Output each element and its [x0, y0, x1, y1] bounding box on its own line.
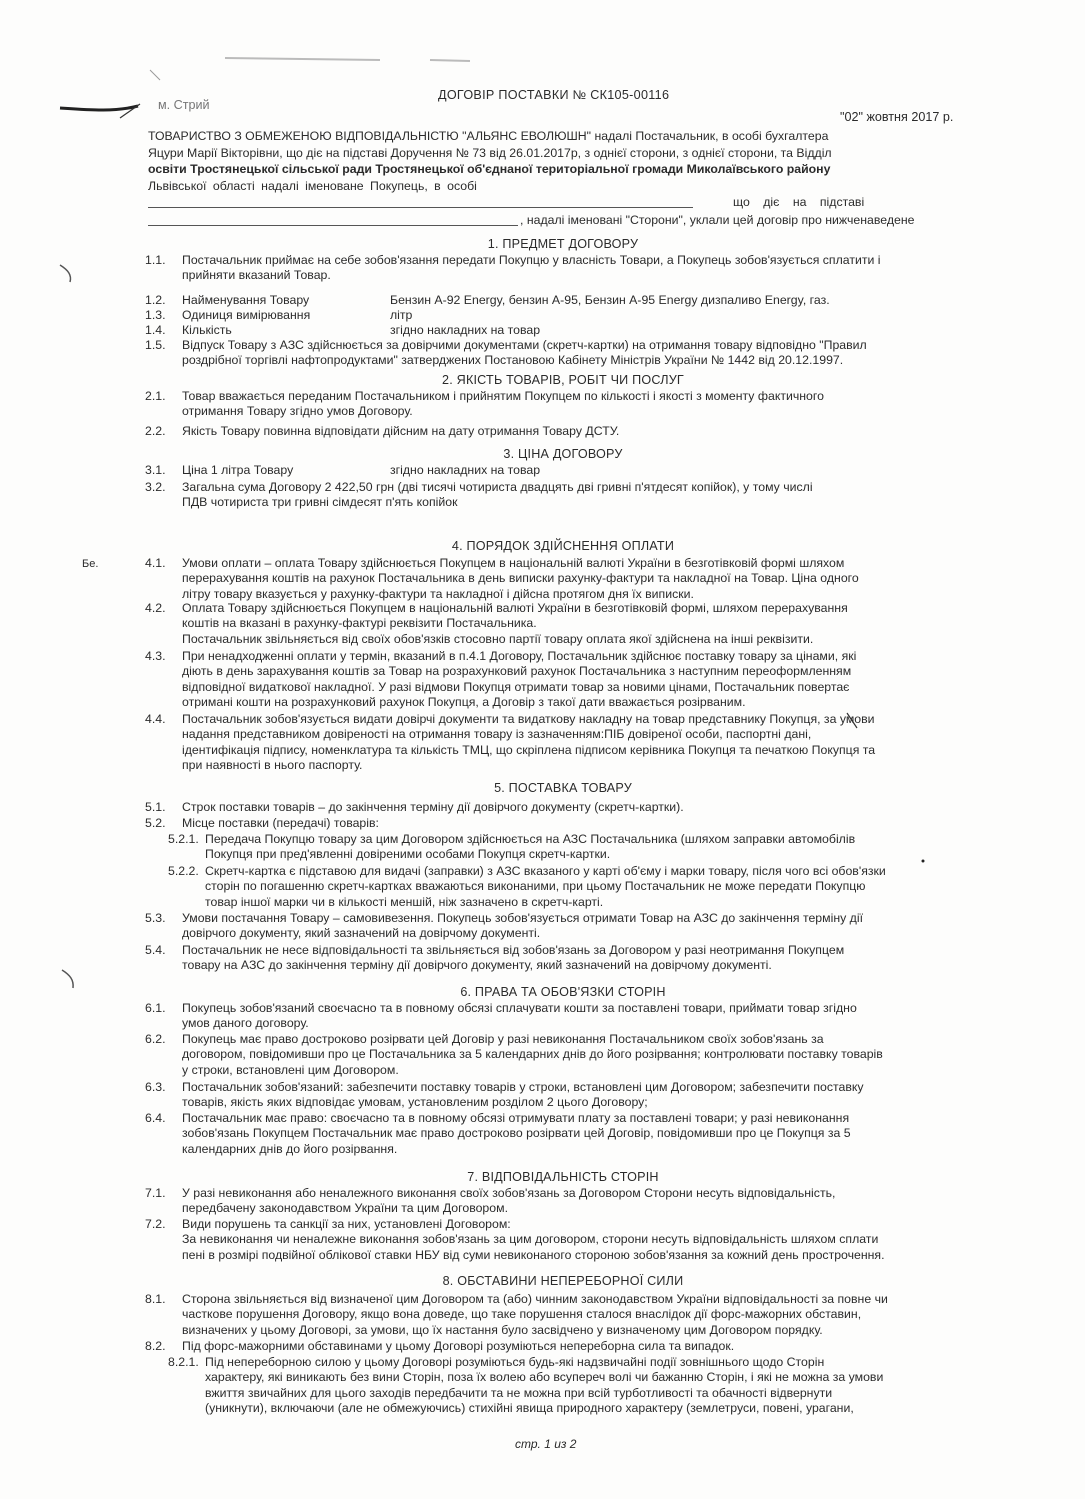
clause-text-line: Передача Покупцю товару за цим Договором здійснюється на АЗС Постачальника (шляхом заправки автомобілів	[205, 832, 856, 846]
clause-text-line: умов даного договору.	[182, 1016, 309, 1031]
clause-number: 5.2.1.	[168, 832, 199, 846]
clause-text-line: Оплата Товару здійснюється Покупцем в національній валюті України в безготівковій формі, шляхом перерахування	[182, 601, 848, 615]
clause-text-line: (уникнути), включаючи (але не обмежуючись) стихійні явища природного характеру (землетруси, повені, урагани,	[205, 1400, 854, 1415]
clause-text-line: Під непереборною силою у цьому Договорі розуміються будь-які надзвичайні події зовнішнього щодо Сторін	[205, 1355, 825, 1369]
clause-number: 6.1.	[145, 1001, 166, 1015]
clause-text-line: літру товару вказується у рахунку-фактури та накладної і дійсна протягом дня їх виписки.	[182, 586, 694, 601]
document-title: ДОГОВІР ПОСТАВКИ № СК105-00116	[438, 88, 670, 102]
clause-number: 1.4.	[145, 323, 166, 337]
city: м. Стрий	[158, 98, 210, 112]
clause-text-line: За невиконання чи неналежне виконання зобов'язань за цим договором, сторони несуть відповідальність шляхом сплати	[182, 1232, 879, 1247]
document-date: "02" жовтня 2017 р.	[840, 110, 954, 124]
parties-line-4: Львівської області надалі іменоване Покупець, в особі	[148, 179, 477, 193]
clause-label: Найменування Товару	[182, 293, 310, 307]
clause-text-line: ПДВ чотириста три гривні сімдесят п'ять копійок	[182, 495, 458, 510]
clause-text-line: ідентифікація підпису, номенклатура та кількість ТМЦ, що скріплена підписом керівника Покупця та печаткою Покупця та	[182, 742, 876, 757]
clause-text-line: Види порушень та санкції за них, установлені Договором:	[182, 1217, 511, 1231]
clause-value: літр	[390, 308, 413, 322]
clause-text-line: перерахування коштів на рахунок Постачальника в день виписки рахунку-фактури та накладної на Товар. Ціна одного	[182, 571, 859, 586]
clause-text-line: товарів, якість яких відповідає умовам, установленим розділом 2 цього Договору;	[182, 1095, 648, 1110]
clause-text-line: товар іншої марки чи в кількості меншій, ніж зазначено в скретч-карті.	[205, 894, 604, 909]
clause-text-line: Покупець зобов'язаний своєчасно та в повному обсязі сплачувати кошти за поставлені товари, приймати товар згідно	[182, 1001, 857, 1015]
clause-text-line: Постачальник приймає на себе зобов'язання передати Покупцю у власність Товари, а Покупець зобов'язується сплатити і	[182, 253, 881, 267]
clause-text-line: Місце поставки (передачі) товарів:	[182, 816, 379, 830]
pen-tick-mark	[120, 104, 140, 118]
clause-number: 5.2.	[145, 816, 166, 830]
clause-text-line: визначених у цьому Договорі, за умови, що їх настання було засвідчено у визначеному цим Договором порядку.	[182, 1322, 823, 1337]
clause-text-line: договором, повідомивши про це Постачальника за 5 календарних днів до його розірвання; контролювати поставку товарів	[182, 1047, 883, 1062]
clause-text-line: Постачальник має право: своєчасно та в повному обсязі отримувати плату за поставлені товари; у разі невиконання	[182, 1111, 850, 1125]
blank-line	[148, 207, 693, 208]
clause-text-line: зобов'язань Покупцем Постачальник має право достроково розірвати цей Договір, повідомивши про це Покупця за 5	[182, 1126, 851, 1141]
clause-text-line: отримання Товару згідно умов Договору.	[182, 404, 413, 419]
parties-line-1: ТОВАРИСТВО З ОБМЕЖЕНОЮ ВІДПОВІДАЛЬНІСТЮ "АЛЬЯНС ЕВОЛЮШН" надалі Постачальник, в особі бухгалтера	[148, 129, 829, 143]
clause-number: 3.1.	[145, 463, 166, 477]
section-title: 8. ОБСТАВИНИ НЕПЕРЕБОРНОЇ СИЛИ	[442, 1274, 684, 1288]
clause-text-line: сторін по погашенню скретч-картках вважаються виконаними, при цьому Постачальник не може передати Покупцю	[205, 879, 866, 894]
clause-text-line: При ненадходженні оплати у термін, вказаний в п.4.1 Договору, Постачальник здійснює поставку товару за цінами, які	[182, 649, 857, 663]
clause-text-line: Покупець має право достроково розірвати цей Договір у разі невиконання Постачальником своїх зобов'язань за	[182, 1032, 824, 1046]
clause-number: 4.4.	[145, 712, 166, 726]
clause-number: 1.2.	[145, 293, 166, 307]
clause-number: 4.2.	[145, 601, 166, 615]
section-title: 6. ПРАВА ТА ОБОВ'ЯЗКИ СТОРІН	[460, 985, 666, 999]
clause-number: 5.2.2.	[168, 864, 199, 878]
clause-text-line: Покупця при пред'явленні довіреними особами Покупця скретч-картки.	[205, 847, 611, 862]
clause-number: 3.2.	[145, 480, 166, 494]
clause-text-line: Під форс-мажорними обставинами у цьому Договорі розуміються непереборна сила та випадок.	[182, 1339, 735, 1353]
clause-text-line: Сторона звільняється від визначеної цим Договором та (або) чинним законодавством України відповідальності за повне чи	[182, 1292, 888, 1306]
clause-number: 5.3.	[145, 911, 166, 925]
clause-value: згідно накладних на товар	[390, 463, 541, 477]
clause-number: 8.2.	[145, 1339, 166, 1353]
clause-text-line: передбачену законодавством України та цим Договором.	[182, 1201, 508, 1216]
clause-text-line: Постачальник звільняється від своїх обов'язків стосовно партії товару оплата якої здійснена на інші реквізити.	[182, 631, 814, 646]
clause-number: 1.5.	[145, 338, 166, 352]
clause-label: Ціна 1 літра Товару	[182, 463, 294, 477]
clause-label: Одиниця вимірювання	[182, 308, 311, 322]
clause-text-line: Строк поставки товарів – до закінчення терміну дії довірчого документу (скретч-картки).	[182, 800, 684, 814]
clause-label: Кількість	[182, 323, 232, 337]
clause-number: 7.2.	[145, 1217, 166, 1231]
section-title: 3. ЦІНА ДОГОВОРУ	[503, 447, 623, 461]
clause-text-line: календарних днів до його розірвання.	[182, 1141, 398, 1156]
clause-number: 7.1.	[145, 1186, 166, 1200]
clause-number: 6.3.	[145, 1080, 166, 1094]
clause-text-line: діють в день зарахування коштів за Товар на розрахунковий рахунок Постачальника з наступним переоформленням	[182, 664, 852, 679]
clause-number: 8.1.	[145, 1292, 166, 1306]
parties-line-3: освіти Тростянецької сільської ради Тростянецької об'єднаної територіальної громади Миколаївського району	[148, 162, 831, 176]
clause-value: згідно накладних на товар	[390, 323, 541, 337]
clause-text-line: коштів на вказані в рахунку-фактурі реквізити Постачальника.	[182, 616, 537, 631]
clause-text-line: Загальна сума Договору 2 422,50 грн (дві тисячі чотириста двадцять дві гривні п'ятдесят копійок), у тому числі	[182, 480, 813, 494]
clause-text-line: довірчого документу, який зазначений на довірчому документі.	[182, 926, 541, 941]
clause-number: 6.2.	[145, 1032, 166, 1046]
hole-punch-mark	[62, 970, 73, 988]
pen-stroke-mark	[60, 106, 138, 110]
clause-text-line: У разі невиконання або неналежного виконання своїх зобов'язань за Договором Сторони несуть відповідальність,	[182, 1186, 836, 1200]
clause-number: 8.2.1.	[168, 1355, 199, 1369]
clause-number: 2.2.	[145, 424, 166, 438]
clause-number: 5.4.	[145, 943, 166, 957]
clause-text-line: прийняти вказаний Товар.	[182, 268, 331, 283]
page-footer: стр. 1 из 2	[515, 1437, 577, 1451]
parties-line-2: Яцури Марії Вікторівни, що діє на підставі Доручення № 73 від 26.01.2017р, з однієї сторони, з однієї сторони, та Відділ	[148, 146, 832, 160]
clause-text-line: роздрібної торгівлі нафтопродуктами" затверджених Постановою Кабінету Міністрів України № 1442 від 20.12.1997.	[182, 353, 844, 368]
clause-value: Бензин А-92 Energy, бензин А-95, Бензин А-95 Energy дизпаливо Energy, газ.	[390, 293, 830, 307]
clause-text-line: Умови постачання Товару – самовивезення. Покупець зобов'язується отримати Товар на АЗС до закінчення терміну дії	[182, 911, 864, 925]
clause-number: 4.3.	[145, 649, 166, 663]
clause-text-line: Постачальник зобов'язаний: забезпечити поставку товарів у строки, встановлені цим Договором; забезпечити поставку	[182, 1080, 864, 1094]
clause-text-line: Товар вважається переданим Постачальником і прийнятим Покупцем по кількості і якості з моменту фактичного	[182, 389, 824, 403]
clause-text-line: Відпуск Товару з АЗС здійснюється за довірчими документами (скретч-картки) на отримання товару відповідно "Правил	[182, 338, 867, 352]
parties-line-6: , надалі іменовані "Сторони", уклали цей договір про нижченаведене	[520, 213, 915, 227]
clause-text-line: отримані кошти на розрахунковий рахунок Покупця, а Договір з такої дати вважається розірваним.	[182, 694, 746, 709]
clause-text-line: часткове порушення Договору, якщо вона доведе, що таке порушення сталося внаслідок дії форс-мажорних обставин,	[182, 1307, 862, 1322]
parties-line-5: що діє на підставі	[733, 195, 865, 209]
clause-text-line: вжиття звичайних для цього заходів передбачити та не можна при всій турботливості та обачності відвернути	[205, 1385, 833, 1400]
clause-text-line: Скретч-картка є підставою для видачі (заправки) з АЗС вказаного у карті об'єму і марки товару, після чого всі обов'язки	[205, 864, 886, 878]
clause-number: 5.1.	[145, 800, 166, 814]
clause-text-line: надання представником довіреності на отримання товару із зазначенням:ПІБ довіреної особи, паспортні дані,	[182, 727, 812, 742]
hole-punch-mark	[60, 265, 71, 282]
clause-text-line: Постачальник зобов'язується видати довірчі документи та видаткову накладну на товар представнику Покупця, за умови	[182, 712, 875, 726]
clause-number: 1.1.	[145, 253, 166, 267]
section-title: 5. ПОСТАВКА ТОВАРУ	[494, 781, 632, 795]
section-title: 2. ЯКІСТЬ ТОВАРІВ, РОБІТ ЧИ ПОСЛУГ	[442, 373, 684, 387]
clause-text-line: Якість Товару повинна відповідати дійсним на дату отримання Товару ДСТУ.	[182, 424, 620, 438]
section-title: 4. ПОРЯДОК ЗДІЙСНЕННЯ ОПЛАТИ	[451, 539, 675, 553]
section-title: 7. ВІДПОВІДАЛЬНІСТЬ СТОРІН	[467, 1170, 659, 1184]
clause-number: 1.3.	[145, 308, 166, 322]
clause-text-line: Постачальник не несе відповідальності та звільняється від зобов'язань за Договором у разі неотримання Покупцем	[182, 943, 845, 957]
section-title: 1. ПРЕДМЕТ ДОГОВОРУ	[487, 237, 639, 251]
clause-number: 6.4.	[145, 1111, 166, 1125]
clause-number: 4.1.	[145, 556, 166, 570]
clause-text-line: товару на АЗС до закінчення терміну дії довірчого документу, який зазначений на довірчому документі.	[182, 958, 772, 973]
clause-text-line: відповідної видаткової накладної. У разі відмови Покупця отримати товар за новими цінами, Постачальник повертає	[182, 679, 850, 694]
clause-text-line: у строки, встановлені цим Договором.	[182, 1062, 399, 1077]
clause-text-line: пені в розмірі подвійної облікової ставки НБУ від суми невиконаного стороною зобов'язання за кожний день прострочення.	[182, 1247, 885, 1262]
clause-text-line: при наявності в нього паспорту.	[182, 757, 363, 772]
clause-text-line: Умови оплати – оплата Товару здійснюється Покупцем в національній валюті України в безготівковій формі шляхом	[182, 556, 845, 570]
blank-line	[148, 225, 518, 226]
clause-text-line: характеру, які виникають без вини Сторін, поза їх волею або всупереч волі чи бажанню Сторін, і які не можна за умови	[205, 1370, 884, 1385]
clause-number: 2.1.	[145, 389, 166, 403]
margin-note: Бе.	[82, 558, 99, 570]
